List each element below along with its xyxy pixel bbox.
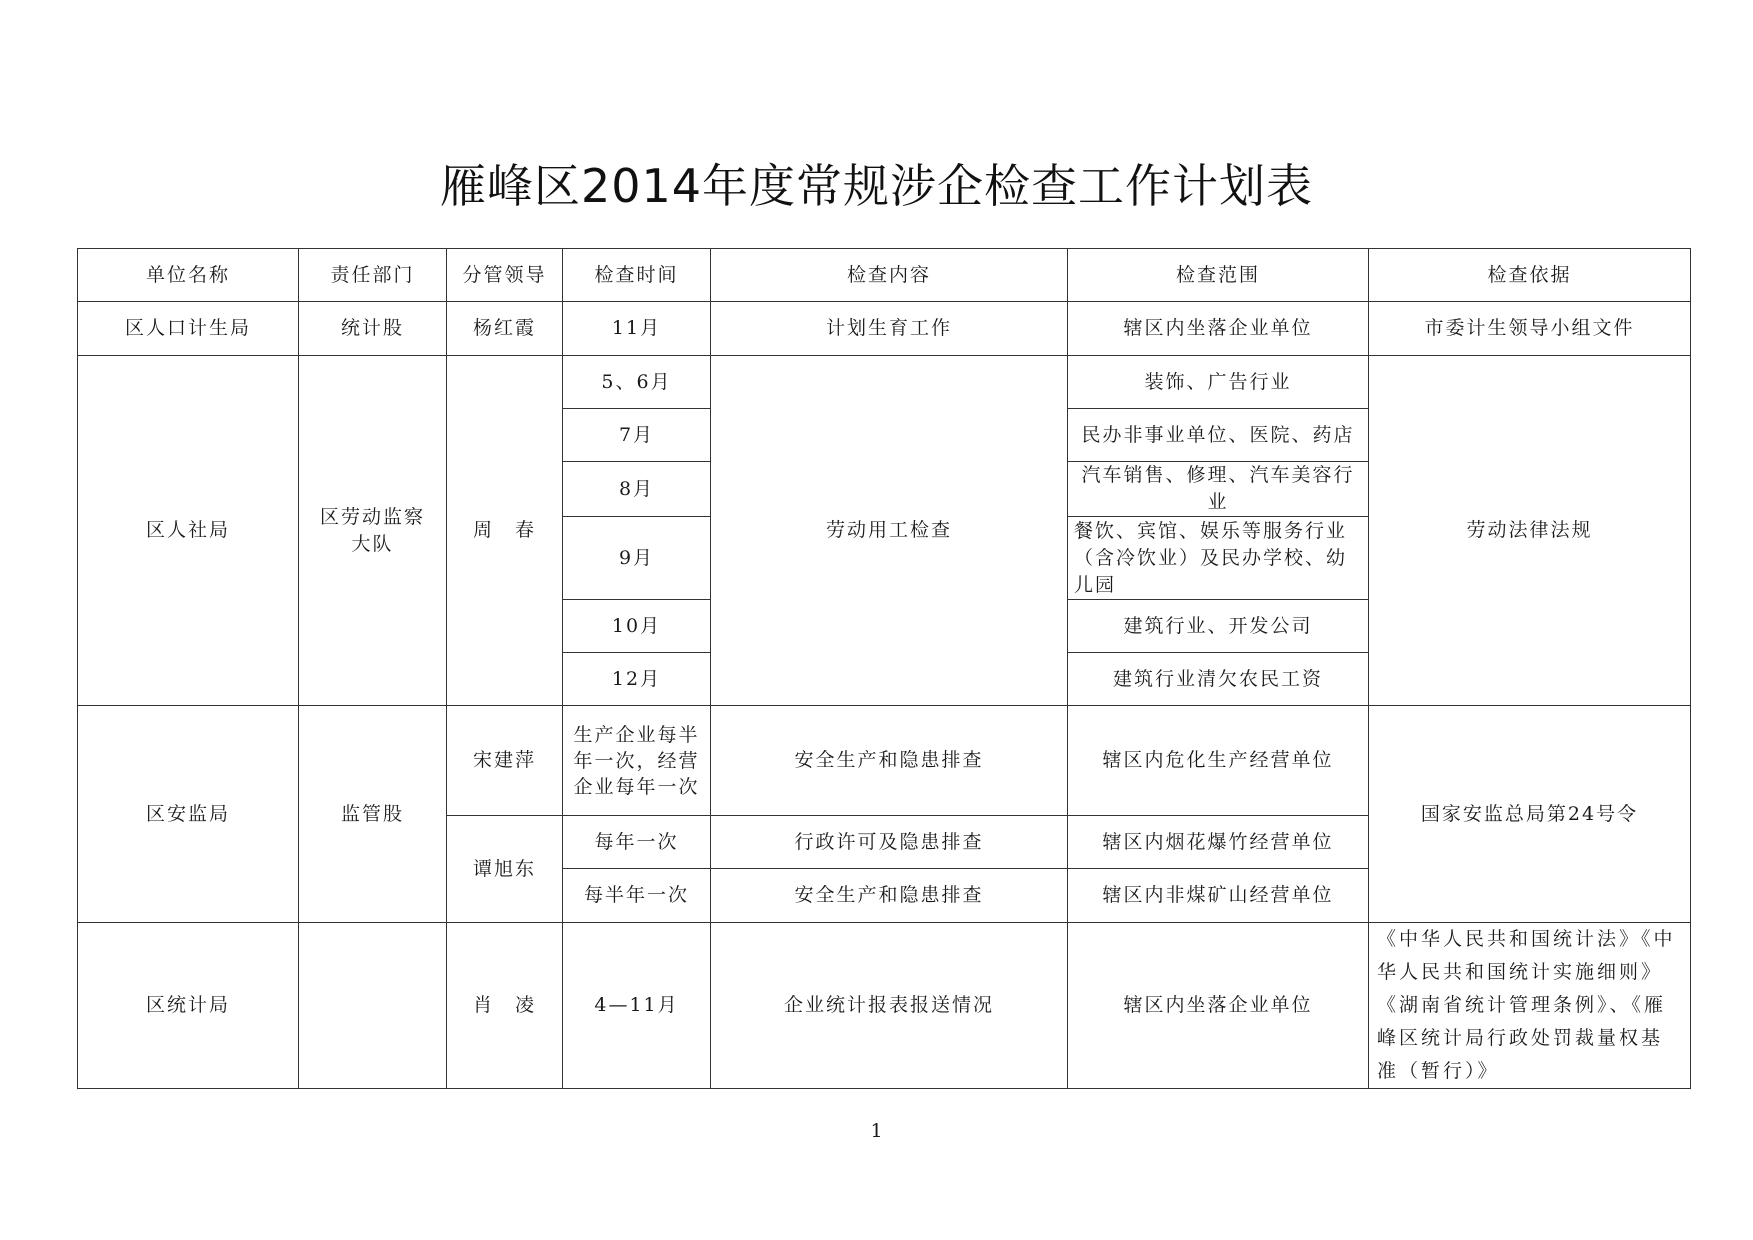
cell-time: 9月 [563, 517, 711, 600]
page-title: 雁峰区2014年度常规涉企检查工作计划表 [439, 159, 1314, 213]
table-row [78, 923, 1691, 1089]
table-row [78, 706, 1691, 816]
cell-scope: 建筑行业、开发公司 [1068, 600, 1369, 653]
cell-time: 每半年一次 [563, 869, 711, 923]
cell-leader: 肖 凌 [447, 923, 563, 1089]
cell-leader: 谭旭东 [447, 816, 563, 923]
cell-scope: 民办非事业单位、医院、药店 [1068, 409, 1369, 462]
cell-scope: 汽车销售、修理、汽车美容行业 [1068, 462, 1369, 517]
page-number: 1 [870, 1120, 883, 1142]
cell-content: 安全生产和隐患排查 [711, 706, 1068, 816]
cell-dept [299, 356, 447, 706]
cell-content: 劳动用工检查 [711, 356, 1068, 706]
cell-content: 计划生育工作 [711, 302, 1068, 356]
cell-time: 8月 [563, 462, 711, 517]
cell-scope: 辖区内非煤矿山经营单位 [1068, 869, 1369, 923]
table-row [78, 302, 1691, 356]
header-dept: 责任部门 [299, 249, 447, 302]
cell-unit: 区统计局 [78, 923, 299, 1089]
cell-dept [299, 923, 447, 1089]
cell-scope: 辖区内坐落企业单位 [1068, 302, 1369, 356]
cell-scope: 辖区内危化生产经营单位 [1068, 706, 1369, 816]
table-row [78, 356, 1691, 409]
cell-unit: 区安监局 [78, 706, 299, 923]
cell-content: 安全生产和隐患排查 [711, 869, 1068, 923]
cell-scope: 装饰、广告行业 [1068, 356, 1369, 409]
cell-time: 每年一次 [563, 816, 711, 869]
header-scope: 检查范围 [1068, 249, 1369, 302]
header-unit: 单位名称 [78, 249, 299, 302]
cell-dept: 统计股 [299, 302, 447, 356]
cell-content: 行政许可及隐患排查 [711, 816, 1068, 869]
cell-leader: 杨红霞 [447, 302, 563, 356]
cell-basis: 国家安监总局第24号令 [1369, 706, 1691, 923]
cell-basis: 市委计生领导小组文件 [1369, 302, 1691, 356]
cell-time: 7月 [563, 409, 711, 462]
cell-time: 12月 [563, 653, 711, 706]
cell-content: 企业统计报表报送情况 [711, 923, 1068, 1089]
cell-time: 10月 [563, 600, 711, 653]
cell-unit: 区人口计生局 [78, 302, 299, 356]
cell-time: 11月 [563, 302, 711, 356]
header-leader: 分管领导 [447, 249, 563, 302]
table-header-row [78, 249, 1691, 302]
header-content: 检查内容 [711, 249, 1068, 302]
cell-basis: 《中华人民共和国统计法》《中华人民共和国统计实施细则》《湖南省统计管理条例》、《雁峰区统计局行政处罚裁量权基准（暂行）》 [1369, 923, 1691, 1089]
cell-time: 生产企业每半年一次，经营企业每年一次 [563, 706, 711, 816]
header-basis: 检查依据 [1369, 249, 1691, 302]
cell-leader: 宋建萍 [447, 706, 563, 816]
cell-dept-text: 区劳动监察大队 [319, 505, 425, 555]
cell-scope: 餐饮、宾馆、娱乐等服务行业（含冷饮业）及民办学校、幼儿园 [1068, 517, 1369, 600]
cell-scope: 辖区内坐落企业单位 [1068, 923, 1369, 1089]
cell-unit: 区人社局 [78, 356, 299, 706]
cell-leader: 周 春 [447, 356, 563, 706]
cell-basis: 劳动法律法规 [1369, 356, 1691, 706]
inspection-plan-table [77, 248, 1691, 1089]
header-time: 检查时间 [563, 249, 711, 302]
cell-dept: 监管股 [299, 706, 447, 923]
cell-scope: 建筑行业清欠农民工资 [1068, 653, 1369, 706]
cell-scope: 辖区内烟花爆竹经营单位 [1068, 816, 1369, 869]
cell-time: 5、6月 [563, 356, 711, 409]
cell-time: 4—11月 [563, 923, 711, 1089]
